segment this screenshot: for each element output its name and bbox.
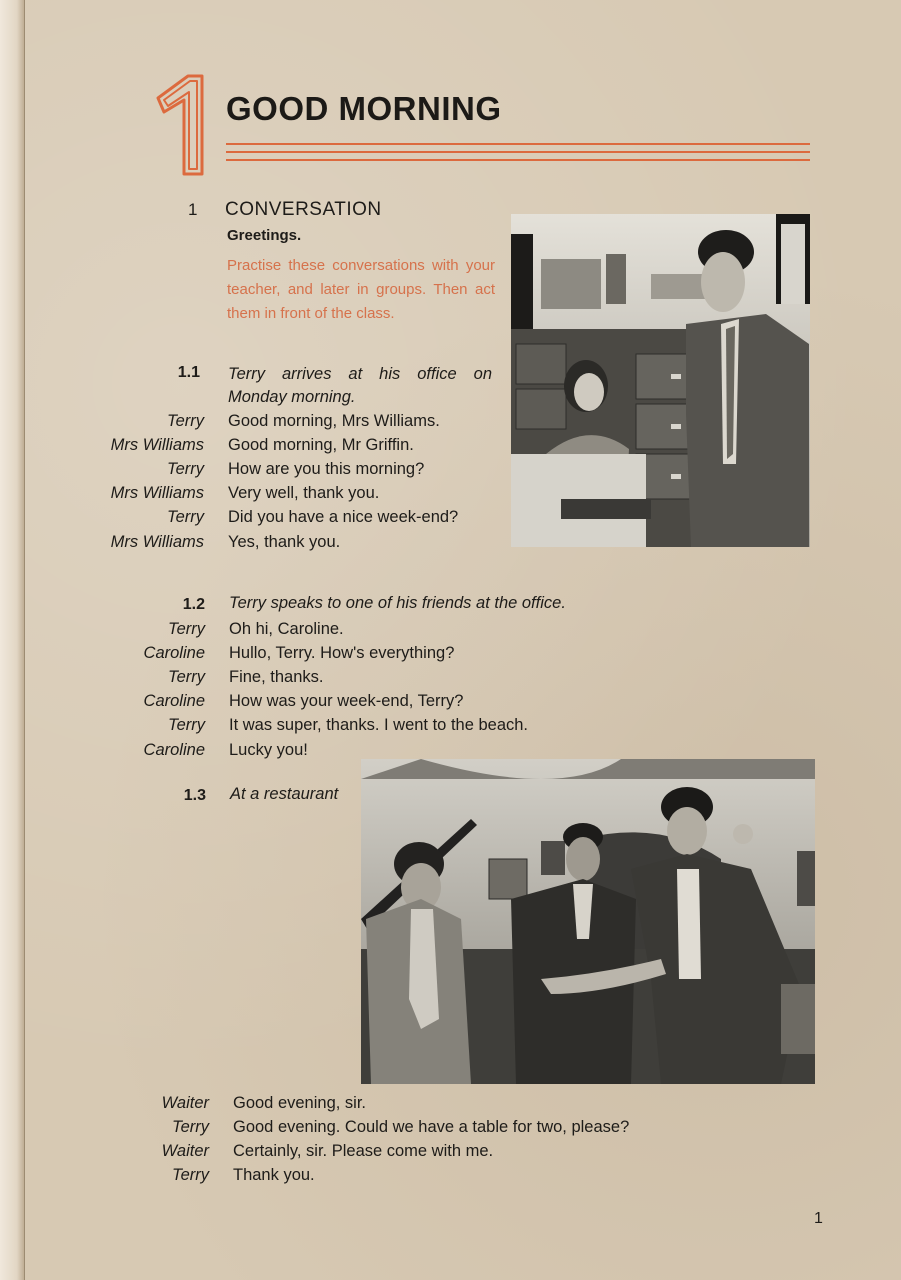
- dialogue-text: Very well, thank you.: [228, 484, 380, 503]
- dialogue-2-number: 1.2: [182, 596, 205, 613]
- dialogue-line: [0, 1115, 629, 1139]
- dialogue-text: How are you this morning?: [228, 459, 425, 478]
- dialogue-text: Hullo, Terry. How's everything?: [229, 643, 455, 662]
- dialogue-text: It was super, thanks. I went to the beach.: [229, 716, 529, 735]
- speaker-name: Terry: [168, 667, 205, 686]
- dialogue-1-number: 1.1: [177, 364, 200, 381]
- dialogue-1-intro: Terry arrives at his office on Monday morning.: [228, 365, 492, 406]
- dialogue-text: Good morning, Mrs Williams.: [228, 411, 440, 430]
- instruction-text: Practise these conversations with your teacher, and later in groups. Then act them in front of the class.: [227, 257, 495, 322]
- speaker-name: Caroline: [143, 692, 205, 711]
- speaker-name: Terry: [172, 1117, 209, 1136]
- speaker-name: Terry: [167, 411, 204, 430]
- dialogue-line: [0, 506, 458, 530]
- dialogue-2: [0, 617, 528, 762]
- dialogue-text: Thank you.: [233, 1166, 315, 1185]
- speaker-name: Mrs Williams: [110, 484, 204, 503]
- dialogue-line: [0, 641, 528, 665]
- dialogue-line: [0, 433, 458, 457]
- dialogue-text: Certainly, sir. Please come with me.: [233, 1141, 494, 1160]
- speaker-name: Terry: [167, 508, 204, 527]
- dialogue-line: [0, 1091, 629, 1115]
- dialogue-line: [0, 665, 528, 689]
- dialogue-line: [0, 457, 458, 481]
- section-number: 1: [188, 200, 198, 219]
- office-photo: [511, 214, 810, 547]
- dialogue-line: [0, 714, 528, 738]
- chapter-title: GOOD MORNING: [226, 90, 502, 127]
- restaurant-photo: [361, 759, 815, 1084]
- speaker-name: Caroline: [143, 643, 205, 662]
- dialogue-text: Good morning, Mr Griffin.: [228, 435, 414, 454]
- speaker-name: Terry: [172, 1166, 209, 1185]
- dialogue-line: [0, 409, 458, 433]
- dialogue-text: Good evening. Could we have a table for two, please?: [233, 1117, 630, 1136]
- dialogue-3-number: 1.3: [183, 787, 206, 804]
- speaker-name: Terry: [168, 716, 205, 735]
- dialogue-text: Did you have a nice week-end?: [228, 508, 459, 527]
- dialogue-line: [0, 1164, 629, 1188]
- rule-line: [226, 143, 810, 145]
- dialogue-1: [0, 409, 458, 554]
- dialogue-line: [0, 690, 528, 714]
- dialogue-text: How was your week-end, Terry?: [229, 692, 464, 711]
- rule-line: [226, 151, 810, 153]
- dialogue-line: [0, 617, 528, 641]
- dialogue-text: Lucky you!: [229, 740, 308, 759]
- dialogue-line: [0, 1139, 629, 1163]
- speaker-name: Waiter: [161, 1141, 209, 1160]
- dialogue-text: Good evening, sir.: [233, 1093, 366, 1112]
- section-title: CONVERSATION: [225, 199, 382, 220]
- speaker-name: Terry: [167, 459, 204, 478]
- title-rule-lines: [226, 143, 810, 167]
- chapter-number-graphic: [150, 70, 212, 180]
- dialogue-text: Fine, thanks.: [229, 667, 324, 686]
- speaker-name: Terry: [168, 619, 205, 638]
- dialogue-3-intro: At a restaurant: [230, 785, 339, 803]
- rule-line: [226, 159, 810, 161]
- speaker-name: Mrs Williams: [110, 435, 204, 454]
- dialogue-3: [0, 1091, 629, 1188]
- dialogue-2-intro: Terry speaks to one of his friends at the office.: [229, 594, 566, 612]
- dialogue-text: Oh hi, Caroline.: [229, 619, 344, 638]
- dialogue-line: [0, 530, 458, 554]
- speaker-name: Mrs Williams: [110, 532, 204, 551]
- dialogue-text: Yes, thank you.: [228, 532, 341, 551]
- dialogue-line: [0, 482, 458, 506]
- speaker-name: Caroline: [143, 740, 205, 759]
- speaker-name: Waiter: [161, 1093, 209, 1112]
- section-subtitle: Greetings.: [227, 227, 302, 244]
- page-number: 1: [814, 1210, 823, 1227]
